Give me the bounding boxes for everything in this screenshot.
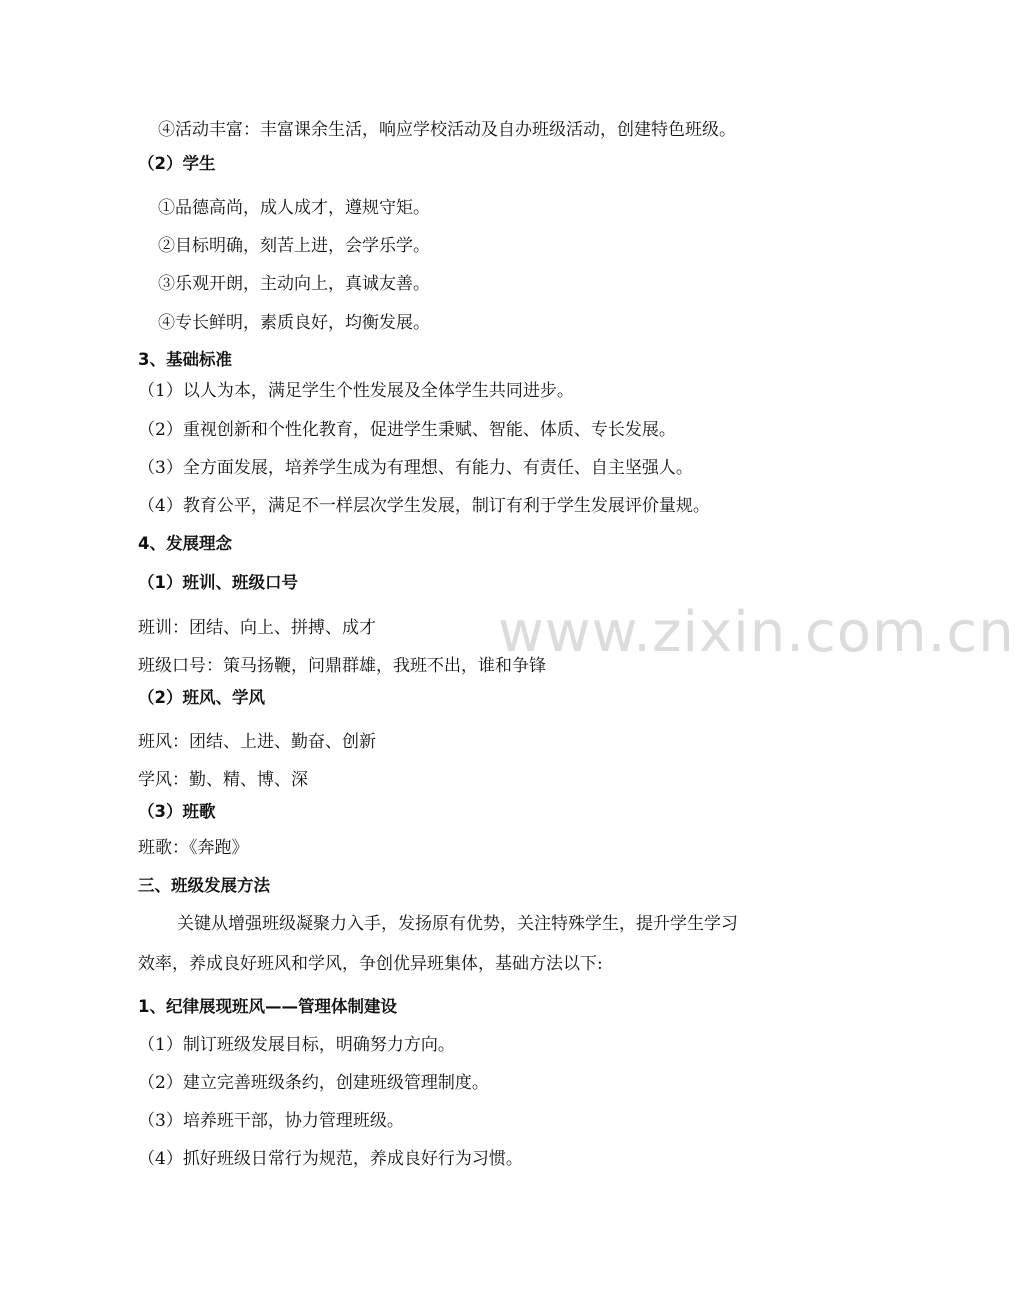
- subheading-class-song: （3）班歌: [138, 802, 216, 821]
- student-item-1: ①品德高尚，成人成才，遵规守矩。: [158, 198, 430, 218]
- study-style: 学风：勤、精、博、深: [138, 770, 308, 790]
- class-style: 班风：团结、上进、勤奋、创新: [138, 732, 376, 752]
- discipline-item-1: （1）制订班级发展目标，明确努力方向。: [138, 1035, 455, 1055]
- activity-item-4: ④活动丰富：丰富课余生活，响应学校活动及自办班级活动，创建特色班级。: [158, 120, 736, 140]
- watermark: www.zixin.com.cn: [498, 600, 1015, 665]
- student-item-2: ②目标明确，刻苦上进，会学乐学。: [158, 236, 430, 256]
- standard-item-2: （2）重视创新和个性化教育，促进学生秉赋、智能、体质、专长发展。: [138, 420, 676, 440]
- subheading-style: （2）班风、学风: [138, 688, 265, 707]
- class-song: 班歌：《奔跑》: [138, 838, 249, 858]
- discipline-item-2: （2）建立完善班级条约，创建班级管理制度。: [138, 1073, 489, 1093]
- heading-discipline: 1、纪律展现班风——管理体制建设: [138, 997, 397, 1016]
- class-motto: 班训：团结、向上、拼搏、成才: [138, 618, 376, 638]
- methods-paragraph-line-1: 关键从增强班级凝聚力入手，发扬原有优势，关注特殊学生，提升学生学习: [177, 914, 738, 934]
- discipline-item-4: （4）抓好班级日常行为规范，养成良好行为习惯。: [138, 1149, 523, 1169]
- subheading-students: （2）学生: [138, 154, 216, 173]
- methods-paragraph-line-2: 效率，养成良好班风和学风，争创优异班集体，基础方法以下:: [138, 954, 603, 974]
- student-item-3: ③乐观开朗，主动向上，真诚友善。: [158, 274, 430, 294]
- class-slogan: 班级口号：策马扬鞭，问鼎群雄，我班不出，谁和争锋: [138, 656, 546, 676]
- standard-item-3: （3）全方面发展，培养学生成为有理想、有能力、有责任、自主坚强人。: [138, 458, 693, 478]
- student-item-4: ④专长鲜明，素质良好，均衡发展。: [158, 313, 430, 333]
- heading-development-concept: 4、发展理念: [138, 534, 232, 553]
- standard-item-1: （1）以人为本，满足学生个性发展及全体学生共同进步。: [138, 381, 574, 401]
- heading-development-methods: 三、班级发展方法: [138, 876, 270, 895]
- discipline-item-3: （3）培养班干部，协力管理班级。: [138, 1111, 404, 1131]
- standard-item-4: （4）教育公平，满足不一样层次学生发展，制订有利于学生发展评价量规。: [138, 496, 710, 516]
- heading-basic-standards: 3、基础标准: [138, 350, 232, 369]
- subheading-motto: （1）班训、班级口号: [138, 573, 298, 592]
